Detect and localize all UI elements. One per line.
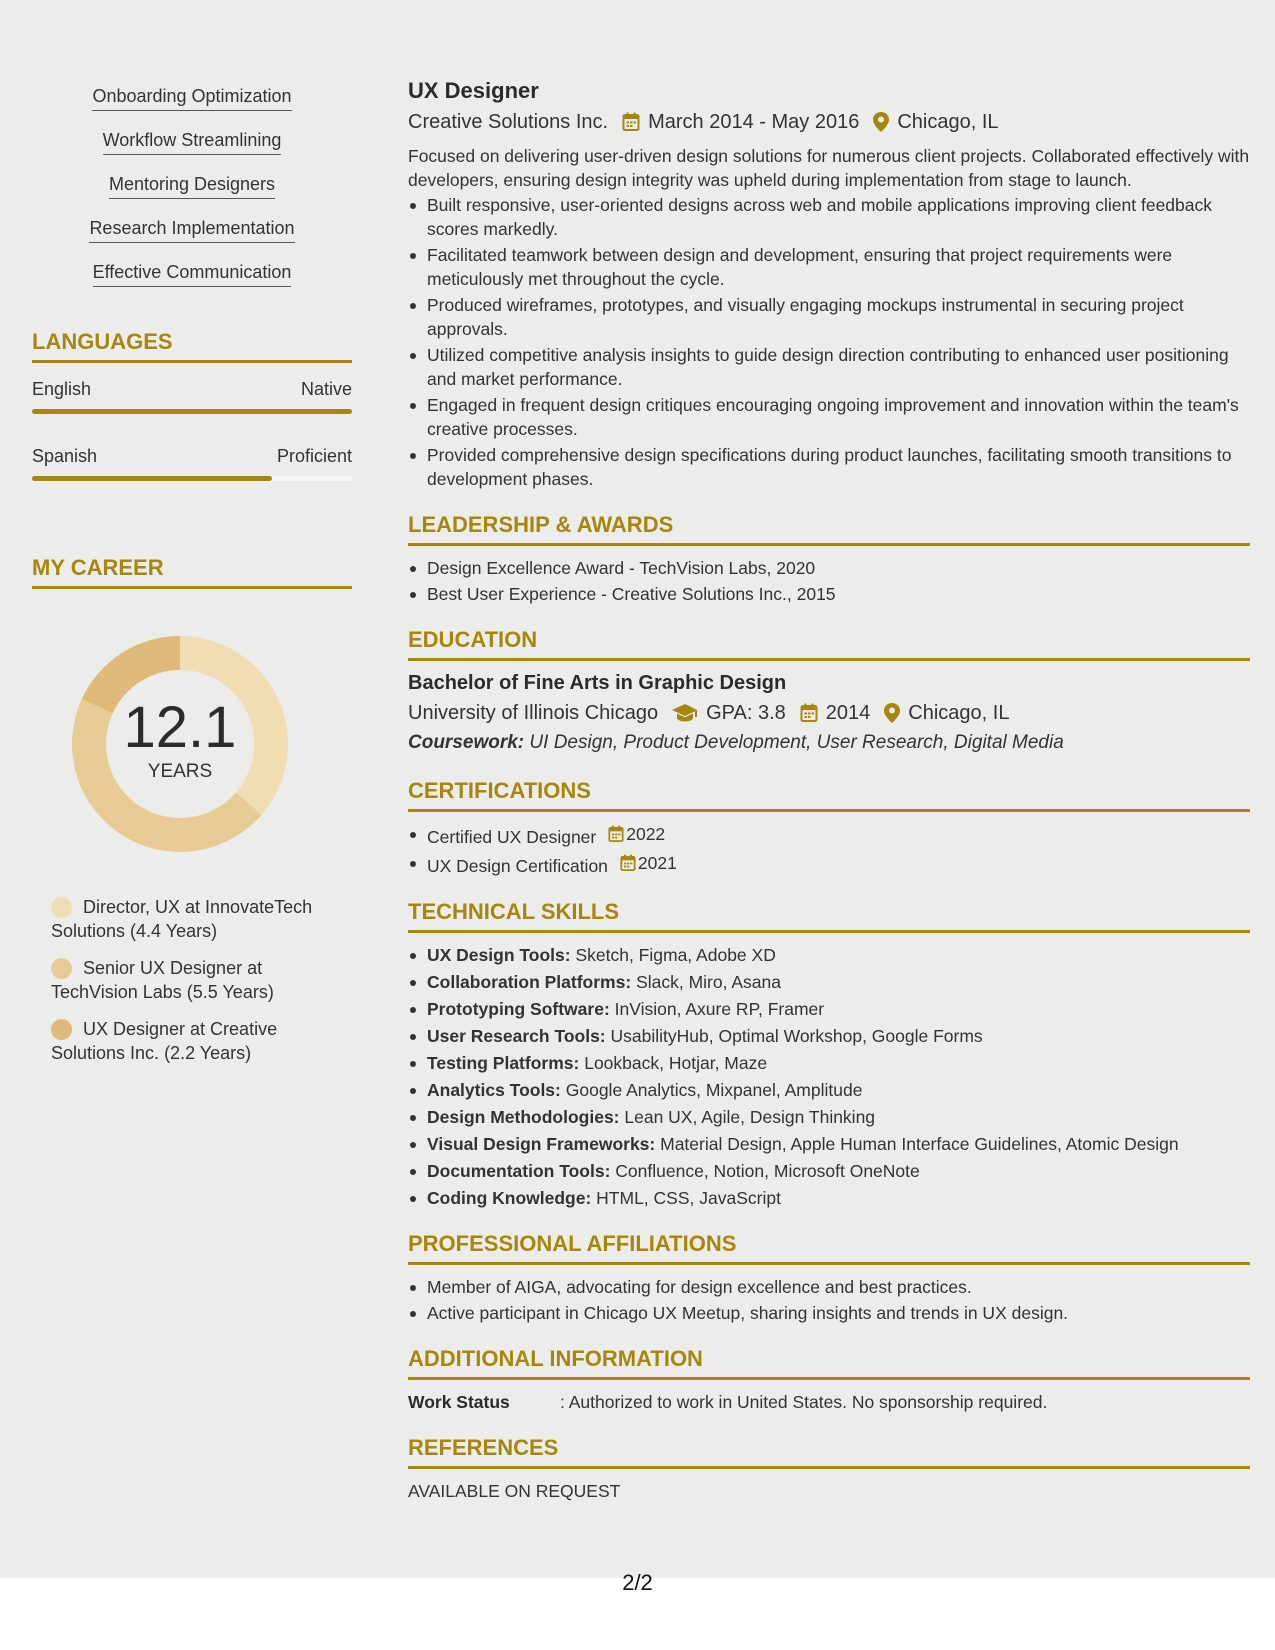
job-bullet: Facilitated teamwork between design and development, ensuring that project requirements were meticulously met throughout the cycle. (408, 243, 1250, 291)
awards-list (408, 556, 1250, 606)
map-pin-icon (884, 703, 900, 723)
language-bar (32, 476, 352, 481)
affiliations-list (408, 1275, 1250, 1325)
career-years-label: YEARS (147, 761, 213, 782)
work-status-value: : Authorized to work in United States. No sponsorship required. (560, 1392, 1048, 1412)
references-section (408, 1434, 1250, 1503)
calendar-icon (620, 854, 636, 872)
awards-section (408, 511, 1250, 606)
job-dates: March 2014 - May 2016 (648, 111, 860, 133)
career-legend-item: Senior UX Designer at TechVision Labs (5.5 Years) (51, 958, 274, 1002)
language-bar-fill (32, 409, 352, 414)
skill-item: Testing Platforms: Lookback, Hotjar, Maze (408, 1051, 1250, 1075)
certifications-section (408, 777, 1250, 878)
job-bullet: Produced wireframes, prototypes, and visually engaging mockups instrumental in securing project approvals. (408, 293, 1250, 341)
career-legend-item: Director, UX at InnovateTech Solutions (4.4 Years) (51, 897, 313, 941)
certification-item: UX Design Certification 2021 (408, 851, 1250, 878)
language-level: Native (300, 379, 352, 399)
education-title: EDUCATION (408, 626, 1250, 661)
calendar-icon (622, 112, 640, 132)
award-item: Best User Experience - Creative Solutions Inc., 2015 (408, 582, 1250, 606)
career-total-years: 12.1 (123, 695, 237, 760)
legend-dot (51, 1019, 72, 1040)
skill-item: Coding Knowledge: HTML, CSS, JavaScript (408, 1186, 1250, 1210)
education-gpa: GPA: 3.8 (706, 702, 786, 724)
job-title: UX Designer (408, 78, 539, 103)
award-item: Design Excellence Award - TechVision Labs, 2020 (408, 556, 1250, 580)
job-meta (408, 108, 1250, 136)
job-bullets (408, 193, 1250, 491)
certifications-list (408, 822, 1250, 878)
career-legend (32, 895, 352, 1065)
job-company: Creative Solutions Inc. (408, 111, 609, 133)
education-coursework (408, 729, 1250, 757)
language-level: Proficient (276, 446, 352, 466)
certification-year: 2022 (626, 824, 666, 844)
language-name: English (32, 379, 92, 399)
language-bar-fill (32, 476, 272, 481)
career-section (32, 555, 352, 1065)
education-degree: Bachelor of Fine Arts in Graphic Design (408, 672, 787, 694)
strengths-list (32, 84, 352, 287)
certification-item: Certified UX Designer 2022 (408, 822, 1250, 849)
job-bullet: Utilized competitive analysis insights to guide design direction contributing to enhanced user positioning and market performance. (408, 343, 1250, 391)
coursework-label: Coursework: (408, 732, 525, 753)
education-location: Chicago, IL (908, 702, 1010, 724)
career-legend-item: UX Designer at Creative Solutions Inc. (2.2 Years) (51, 1019, 278, 1063)
affiliations-section (408, 1230, 1250, 1325)
affiliations-title: PROFESSIONAL AFFILIATIONS (408, 1230, 1250, 1265)
education-school: University of Illinois Chicago (408, 702, 659, 724)
skill-item: Collaboration Platforms: Slack, Miro, Asana (408, 970, 1250, 994)
experience-entry (408, 76, 1250, 491)
skills-list (408, 943, 1250, 1210)
legend-dot (51, 897, 72, 918)
affiliation-item: Member of AIGA, advocating for design excellence and best practices. (408, 1275, 1250, 1299)
additional-info-title: ADDITIONAL INFORMATION (408, 1345, 1250, 1380)
certifications-title: CERTIFICATIONS (408, 777, 1250, 812)
education-meta (408, 699, 1250, 727)
strength-item: Onboarding Optimization (32, 84, 352, 111)
graduation-cap-icon (672, 704, 698, 722)
job-bullet: Provided comprehensive design specifications during product launches, facilitating smooth transitions to development phases. (408, 443, 1250, 491)
skill-item: Visual Design Frameworks: Material Design, Apple Human Interface Guidelines, Atomic Design (408, 1132, 1250, 1156)
skill-item: Analytics Tools: Google Analytics, Mixpanel, Amplitude (408, 1078, 1250, 1102)
language-english (32, 377, 352, 414)
job-description: Focused on delivering user-driven design solutions for numerous client projects. Collaborated effectively with developers, ensuring design integrity was upheld during implementation from stage to launch. (408, 146, 1250, 190)
certification-year: 2021 (637, 853, 677, 873)
career-donut-chart (65, 629, 295, 859)
career-title: MY CAREER (32, 555, 352, 589)
coursework-value: UI Design, Product Development, User Research, Digital Media (529, 732, 1064, 753)
strength-item: Workflow Streamlining (32, 128, 352, 155)
additional-info-section (408, 1345, 1250, 1414)
language-name: Spanish (32, 446, 98, 466)
skill-item: Documentation Tools: Confluence, Notion, Microsoft OneNote (408, 1159, 1250, 1183)
language-bar (32, 409, 352, 414)
skills-title: TECHNICAL SKILLS (408, 898, 1250, 933)
education-section (408, 626, 1250, 757)
right-column (408, 76, 1250, 1503)
strength-item: Research Implementation (32, 216, 352, 243)
skill-item: User Research Tools: UsabilityHub, Optimal Workshop, Google Forms (408, 1024, 1250, 1048)
strength-item: Mentoring Designers (32, 172, 352, 199)
job-bullet: Built responsive, user-oriented designs across web and mobile applications improving client feedback scores markedly. (408, 193, 1250, 241)
strength-item: Effective Communication (32, 260, 352, 287)
skill-item: Design Methodologies: Lean UX, Agile, Design Thinking (408, 1105, 1250, 1129)
languages-section (32, 329, 352, 481)
awards-title: LEADERSHIP & AWARDS (408, 511, 1250, 546)
skill-item: UX Design Tools: Sketch, Figma, Adobe XD (408, 943, 1250, 967)
work-status-row (408, 1390, 1250, 1414)
job-bullet: Engaged in frequent design critiques encouraging ongoing improvement and innovation within the team's creative processes. (408, 393, 1250, 441)
skill-item: Prototyping Software: InVision, Axure RP, Framer (408, 997, 1250, 1021)
language-spanish (32, 444, 352, 481)
affiliation-item: Active participant in Chicago UX Meetup, sharing insights and trends in UX design. (408, 1301, 1250, 1325)
calendar-icon (608, 825, 624, 843)
skills-section (408, 898, 1250, 1210)
map-pin-icon (873, 112, 889, 132)
legend-dot (51, 958, 72, 979)
calendar-icon (800, 703, 818, 723)
job-location: Chicago, IL (897, 111, 999, 133)
education-year: 2014 (825, 702, 871, 724)
left-column (32, 84, 352, 1078)
languages-title: LANGUAGES (32, 329, 352, 363)
page-number: 2/2 (622, 1570, 653, 1595)
references-title: REFERENCES (408, 1434, 1250, 1469)
work-status-label: Work Status (408, 1392, 510, 1412)
references-text: AVAILABLE ON REQUEST (408, 1481, 621, 1501)
